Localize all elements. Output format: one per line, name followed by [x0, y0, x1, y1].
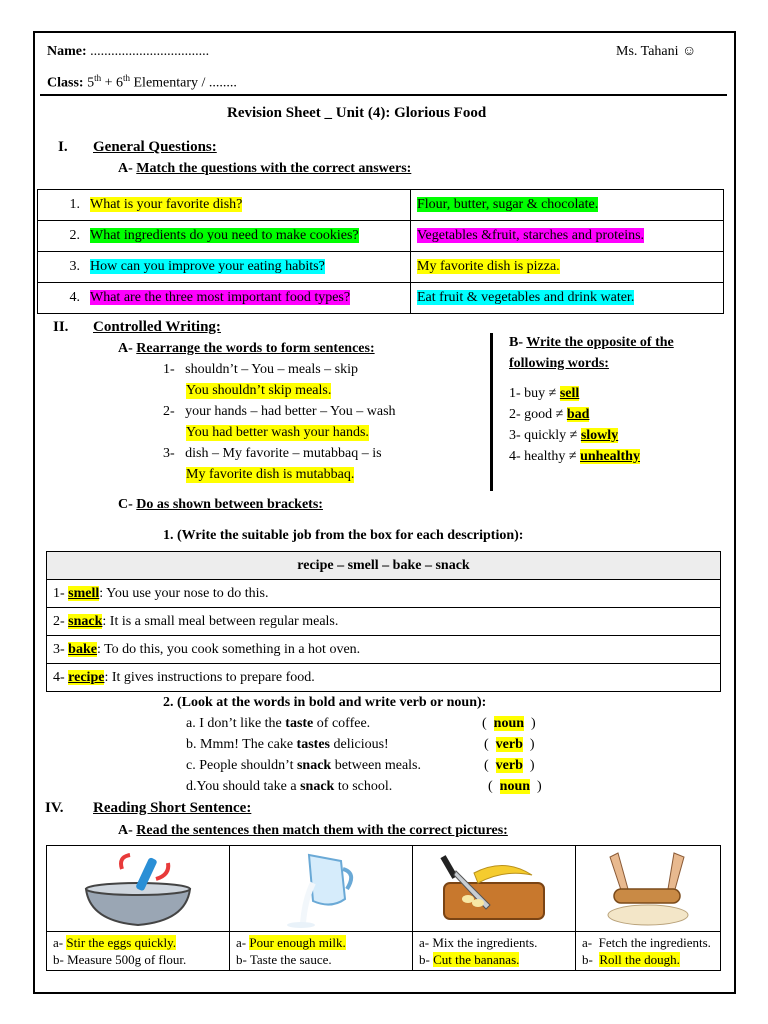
description-text: : To do this, you cook something in a hot oven. — [96, 641, 361, 657]
description-number: 1- — [53, 585, 69, 601]
opposite-answer: bad — [566, 407, 590, 422]
sentence-pre: c. People shouldn’t — [186, 758, 297, 773]
match-question — [38, 252, 411, 283]
header-divider — [40, 94, 727, 96]
opposite-answer: sell — [559, 386, 580, 401]
sentence-pre: d.You should take a — [186, 779, 301, 794]
opposite-prompt: 3- quickly ≠ — [509, 428, 581, 443]
section-2a-text: Rearrange the words to form sentences: — [136, 341, 375, 356]
match-answer — [411, 221, 724, 252]
question-text: What is your favorite dish? — [90, 197, 243, 212]
description-text: : You use your nose to do this. — [99, 585, 269, 601]
description-row — [47, 664, 721, 692]
verb-noun-answer-b: ( verb ) — [484, 737, 535, 752]
sentence-pre: b. Mmm! The cake — [186, 737, 297, 752]
section-4a-prefix: A- — [118, 823, 133, 838]
name-line — [47, 44, 209, 60]
class-sup-a: th — [94, 73, 102, 83]
verb-noun-answer: verb — [495, 758, 523, 773]
sentence-a: Stir the eggs quickly. — [66, 935, 177, 950]
sentence-bold: snack — [296, 758, 332, 773]
opposite-prompt: 2- good ≠ — [509, 407, 567, 422]
class-c: Elementary / ........ — [130, 75, 237, 91]
class-b: + 6 — [101, 75, 123, 91]
description-answer: recipe — [68, 669, 105, 685]
description-answer: snack — [68, 613, 103, 629]
item-words: shouldn’t – You – meals – skip — [185, 362, 358, 377]
sentence-bold: taste — [285, 716, 314, 731]
opposite-answer: slowly — [580, 428, 619, 443]
sentence-a: Mix the ingredients. — [432, 935, 538, 950]
description-cell — [47, 580, 721, 608]
item-words: dish – My favorite – mutabbaq – is — [185, 446, 382, 461]
job-table — [46, 551, 721, 692]
sentence-b: Measure 500g of flour. — [67, 952, 187, 967]
section-2c-heading — [118, 497, 323, 513]
description-answer: smell — [68, 585, 100, 601]
sentence-pre: a. I don’t like the — [186, 716, 286, 731]
section-2c-prefix: C- — [118, 497, 133, 512]
opposite-answer: unhealthy — [580, 449, 640, 464]
sentence-b: Taste the sauce. — [249, 952, 332, 967]
section-2b-text-1: Write the opposite of the — [526, 335, 674, 350]
section-1a-heading — [118, 161, 411, 177]
column-divider — [490, 333, 493, 491]
opposite-prompt: 1- buy ≠ — [509, 386, 560, 401]
description-number: 4- — [53, 669, 69, 685]
section-1-heading: General Questions: — [93, 139, 217, 155]
sentence-b: Cut the bananas. — [433, 952, 520, 967]
picture-cell — [47, 846, 230, 932]
description-number: 2- — [53, 613, 69, 629]
name-dots: .................................. — [86, 44, 210, 59]
match-row — [38, 221, 724, 252]
page-title: Revision Sheet _ Unit (4): Glorious Food — [227, 105, 487, 121]
picture-cell — [230, 846, 413, 932]
picture-cell — [413, 846, 576, 932]
sentence-a: Pour enough milk. — [249, 935, 346, 950]
description-number: 3- — [53, 641, 69, 657]
verb-noun-answer: noun — [493, 716, 525, 731]
description-cell — [47, 608, 721, 636]
match-row — [38, 252, 724, 283]
sentence-cell: a- Pour enough milk. b- Taste the sauce. — [230, 932, 413, 971]
opposite-4 — [509, 449, 640, 465]
sentence-post: delicious! — [329, 737, 389, 752]
verb-noun-a — [186, 716, 370, 732]
description-row — [47, 636, 721, 664]
rearrange-item-3 — [163, 446, 382, 462]
match-row — [38, 190, 724, 221]
sentence-post: between meals. — [331, 758, 421, 773]
task-2-heading: 2. (Look at the words in bold and write verb or noun): — [163, 695, 487, 710]
match-question — [38, 283, 411, 314]
description-row — [47, 580, 721, 608]
opposite-2 — [509, 407, 589, 423]
section-1-number: I. — [58, 139, 68, 155]
sentence-post: of coffee. — [313, 716, 371, 731]
verb-noun-d — [186, 779, 392, 795]
row-number: 2. — [69, 228, 80, 243]
match-answer — [411, 190, 724, 221]
rearrange-answer-2: You had better wash your hands. — [186, 425, 369, 440]
match-row — [38, 283, 724, 314]
sentence-bold: tastes — [296, 737, 330, 752]
item-number: 3- — [163, 446, 175, 461]
match-table — [37, 189, 724, 314]
description-text: : It is a small meal between regular meals. — [102, 613, 339, 629]
question-text: How can you improve your eating habits? — [90, 259, 325, 274]
picture-cell — [576, 846, 721, 932]
verb-noun-answer-a: ( noun ) — [482, 716, 536, 731]
opposite-3 — [509, 428, 618, 444]
section-2a-heading — [118, 341, 375, 357]
item-number: 2- — [163, 404, 175, 419]
sentences-row — [47, 932, 721, 971]
rearrange-answer-3: My favorite dish is mutabbaq. — [186, 467, 355, 482]
description-text: : It gives instructions to prepare food. — [104, 669, 315, 685]
rearrange-item-1 — [163, 362, 358, 378]
answer-text: Eat fruit & vegetables and drink water. — [417, 290, 635, 305]
sentence-post: to school. — [334, 779, 393, 794]
verb-noun-c — [186, 758, 421, 774]
question-text: What are the three most important food types? — [90, 290, 351, 305]
word-box-row — [47, 552, 721, 580]
sentence-cell: a- Stir the eggs quickly. b- Measure 500g of flour. — [47, 932, 230, 971]
sentence-cell: a- Fetch the ingredients. b- Roll the dough. — [576, 932, 721, 971]
verb-noun-b — [186, 737, 389, 753]
class-label: Class: — [47, 75, 84, 91]
section-2c-text: Do as shown between brackets: — [136, 497, 323, 512]
match-question — [38, 190, 411, 221]
rolling-pin-icon — [588, 849, 708, 929]
description-row — [47, 608, 721, 636]
match-answer — [411, 283, 724, 314]
answer-text: My favorite dish is pizza. — [417, 259, 560, 274]
item-number: 1- — [163, 362, 175, 377]
verb-noun-answer-c: ( verb ) — [484, 758, 535, 773]
section-4a-text: Read the sentences then match them with the correct pictures: — [136, 823, 508, 838]
section-1a-prefix: A- — [118, 161, 133, 176]
pictures-row — [47, 846, 721, 932]
class-a: 5 — [87, 75, 95, 91]
section-4-number: IV. — [45, 800, 64, 816]
class-sup-b: th — [122, 73, 130, 83]
row-number: 1. — [69, 197, 80, 212]
answer-text: Vegetables &fruit, starches and proteins. — [417, 228, 645, 243]
section-2-number: II. — [53, 319, 69, 335]
verb-noun-answer: noun — [499, 779, 531, 794]
section-2a-prefix: A- — [118, 341, 133, 356]
word-box: recipe – smell – bake – snack — [47, 552, 721, 580]
verb-noun-answer: verb — [495, 737, 523, 752]
description-cell — [47, 664, 721, 692]
match-question — [38, 221, 411, 252]
section-1a-text: Match the questions with the correct answers: — [136, 161, 412, 176]
sentence-bold: snack — [300, 779, 335, 794]
match-answer — [411, 252, 724, 283]
sentence-a: Fetch the ingredients. — [598, 935, 711, 950]
cutting-board-icon — [434, 849, 554, 929]
opposite-prompt: 4- healthy ≠ — [509, 449, 581, 464]
rearrange-item-2 — [163, 404, 396, 420]
section-2b-heading — [509, 335, 674, 351]
teacher-name: Ms. Tahani ☺ — [616, 44, 697, 59]
section-2-heading: Controlled Writing: — [93, 319, 221, 335]
verb-noun-answer-d: ( noun ) — [488, 779, 542, 794]
sentence-cell: a- Mix the ingredients. b- Cut the bananas. — [413, 932, 576, 971]
item-words: your hands – had better – You – wash — [185, 404, 396, 419]
name-label: Name: — [47, 44, 87, 59]
class-line — [47, 73, 237, 92]
task-1-heading: 1. (Write the suitable job from the box for each description): — [163, 528, 524, 543]
section-2b-prefix: B- — [509, 335, 523, 350]
opposite-1 — [509, 386, 579, 402]
description-answer: bake — [68, 641, 97, 657]
answer-text: Flour, butter, sugar & chocolate. — [417, 197, 599, 212]
row-number: 3. — [69, 259, 80, 274]
section-4-heading: Reading Short Sentence: — [93, 800, 252, 816]
milk-jug-icon — [261, 849, 381, 929]
description-cell — [47, 636, 721, 664]
rearrange-answer-1: You shouldn’t skip meals. — [186, 383, 332, 398]
sentence-b: Roll the dough. — [599, 952, 680, 967]
row-number: 4. — [69, 290, 80, 305]
question-text: What ingredients do you need to make cookies? — [90, 228, 359, 243]
pictures-table — [46, 845, 721, 971]
mixing-bowl-icon — [78, 849, 198, 929]
section-4a-heading — [118, 823, 508, 839]
section-2b-text-2: following words: — [509, 356, 609, 371]
